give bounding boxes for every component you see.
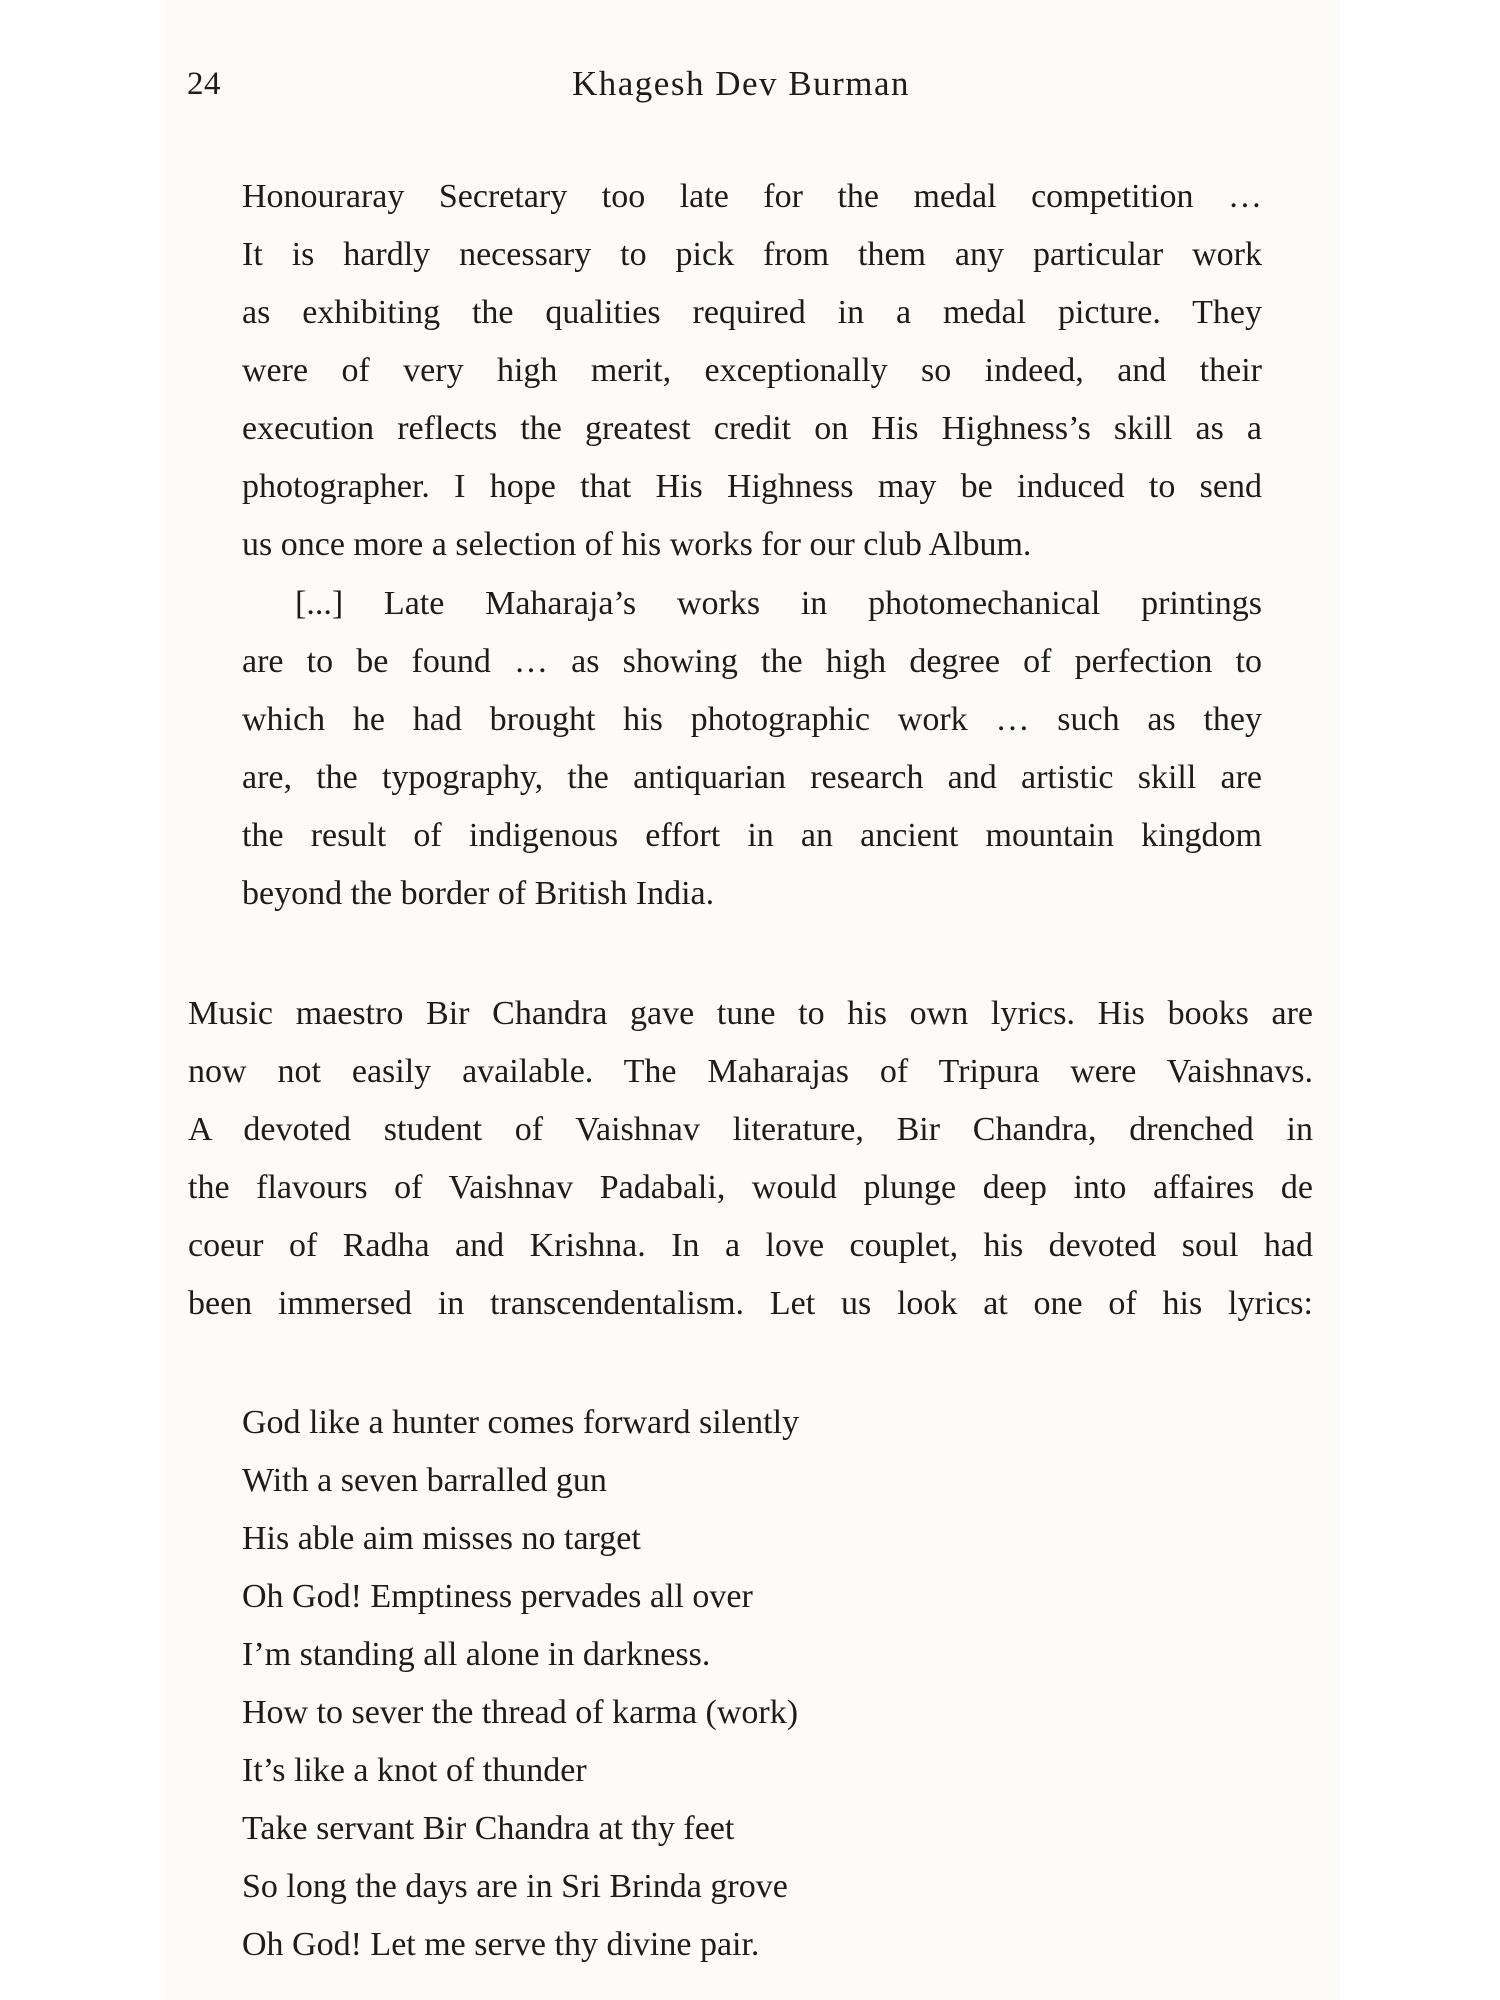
quote-line: Honouraray Secretary too late for the medal competition … — [242, 178, 1262, 215]
verse-line: Oh God! Let me serve thy divine pair. — [242, 1926, 760, 1963]
quote-line: execution reflects the greatest credit on His Highness’s skill as a — [242, 410, 1262, 447]
verse-line: I’m standing all alone in darkness. — [242, 1636, 711, 1673]
quote-line: [...] Late Maharaja’s works in photomechanical printings — [295, 585, 1262, 622]
body-line: coeur of Radha and Krishna. In a love couplet, his devoted soul had — [188, 1227, 1313, 1264]
verse-line: His able aim misses no target — [242, 1520, 641, 1557]
quote-line: are to be found … as showing the high degree of perfection to — [242, 643, 1262, 680]
body-line: now not easily available. The Maharajas of Tripura were Vaishnavs. — [188, 1053, 1313, 1090]
verse-line: God like a hunter comes forward silently — [242, 1404, 800, 1441]
quote-line: which he had brought his photographic work … such as they — [242, 701, 1262, 738]
quote-line: the result of indigenous effort in an ancient mountain kingdom — [242, 817, 1262, 854]
running-head-author: Khagesh Dev Burman — [572, 64, 911, 103]
verse-line: Oh God! Emptiness pervades all over — [242, 1578, 753, 1615]
quote-line: us once more a selection of his works for our club Album. — [242, 526, 1032, 563]
verse-line: With a seven barralled gun — [242, 1462, 607, 1499]
quote-line: It is hardly necessary to pick from them any particular work — [242, 236, 1262, 273]
quote-line: photographer. I hope that His Highness may be induced to send — [242, 468, 1262, 505]
page-number: 24 — [187, 66, 221, 102]
verse-line: So long the days are in Sri Brinda grove — [242, 1868, 788, 1905]
body-line: been immersed in transcendentalism. Let us look at one of his lyrics: — [188, 1285, 1313, 1322]
verse-line: Take servant Bir Chandra at thy feet — [242, 1810, 735, 1847]
quote-line: are, the typography, the antiquarian research and artistic skill are — [242, 759, 1262, 796]
quote-line: as exhibiting the qualities required in a medal picture. They — [242, 294, 1262, 331]
verse-line: It’s like a knot of thunder — [242, 1752, 587, 1789]
body-line: A devoted student of Vaishnav literature, Bir Chandra, drenched in — [188, 1111, 1313, 1148]
verse-line: How to sever the thread of karma (work) — [242, 1694, 799, 1731]
body-line: Music maestro Bir Chandra gave tune to his own lyrics. His books are — [188, 995, 1313, 1032]
quote-line: beyond the border of British India. — [242, 875, 715, 912]
quote-line: were of very high merit, exceptionally so indeed, and their — [242, 352, 1262, 389]
body-line: the flavours of Vaishnav Padabali, would plunge deep into affaires de — [188, 1169, 1313, 1206]
